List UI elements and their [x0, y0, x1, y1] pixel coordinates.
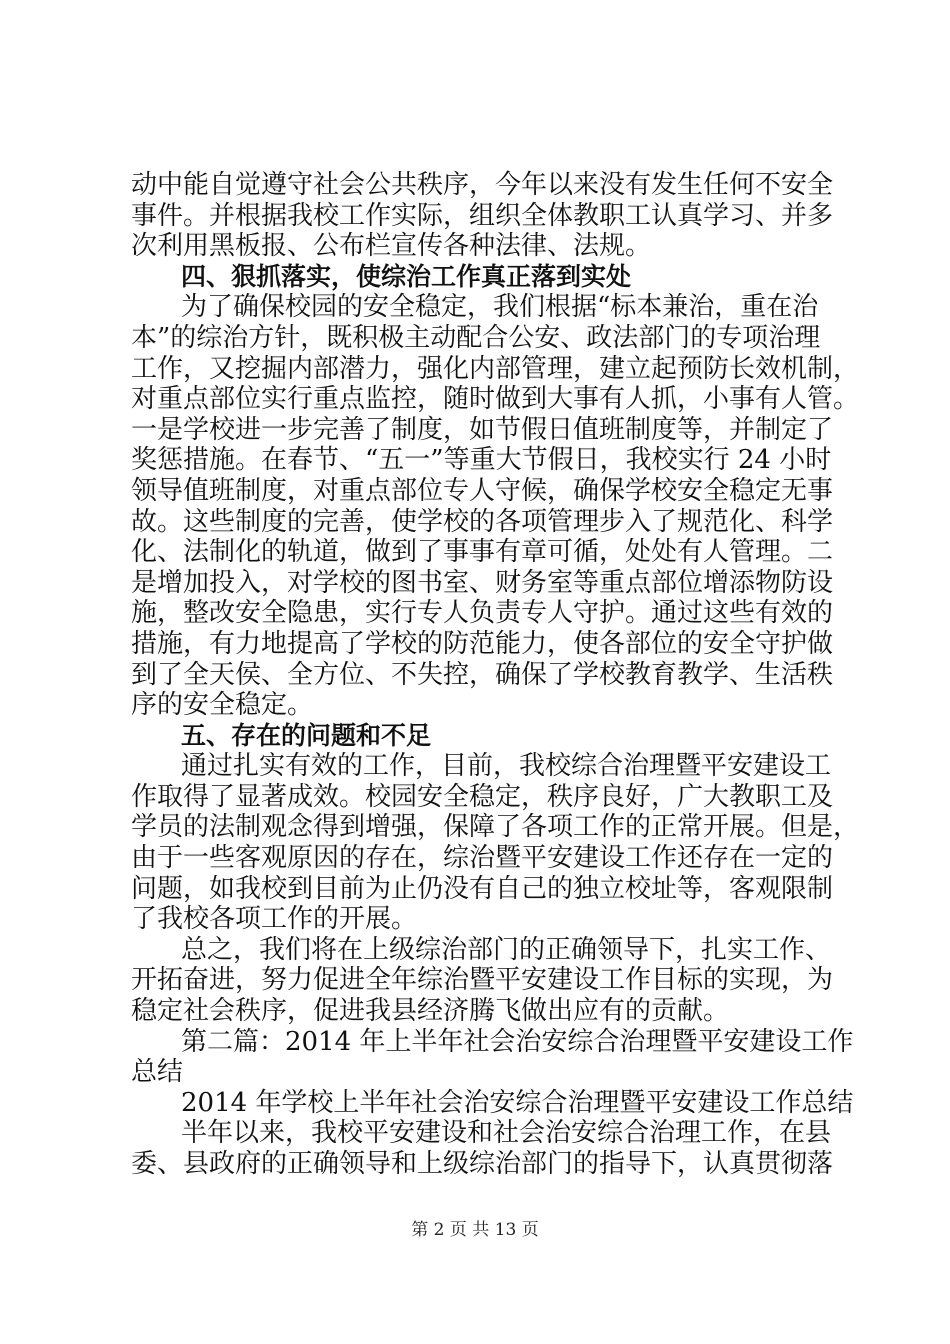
text-line: 次利用黑板报、公布栏宣传各种法律、法规。 [131, 231, 652, 262]
text-line: 对重点部位实行重点监控，随时做到大事有人抓，小事有人管。 [131, 384, 860, 415]
text-line: 总之，我们将在上级综治部门的正确领导下，扎实工作、 [181, 934, 832, 965]
text-line: 第二篇：2014 年上半年社会治安综合治理暨平安建设工作 [181, 1026, 854, 1057]
text-line: 措施，有力地提高了学校的防范能力，使各部位的安全守护做 [131, 628, 834, 659]
text-line: 开拓奋进，努力促进全年综治暨平安建设工作目标的实现，为 [131, 965, 834, 996]
text-line: 了我校各项工作的开展。 [131, 904, 418, 935]
document-body [131, 170, 860, 1180]
text-line: 由于一些客观原因的存在，综治暨平安建设工作还存在一定的 [131, 843, 834, 874]
section-heading: 四、狠抓落实，使综治工作真正落到实处 [181, 261, 632, 291]
text-line: 序的安全稳定。 [131, 690, 314, 721]
text-line: 一是学校进一步完善了制度，如节假日值班制度等，并制定了 [131, 414, 834, 445]
text-line: 总结 [131, 1057, 184, 1088]
text-line: 问题，如我校到目前为止仍没有自己的独立校址等，客观限制 [131, 873, 834, 904]
text-line: 委、县政府的正确领导和上级综治部门的指导下，认真贯彻落 [131, 1149, 834, 1179]
page-footer: 第 2 页 共 13 页 [411, 1220, 539, 1240]
text-line: 化、法制化的轨道，做到了事事有章可循，处处有人管理。二 [131, 537, 834, 568]
text-line: 施，整改安全隐患，实行专人负责专人守护。通过这些有效的 [131, 598, 834, 629]
text-line: 为了确保校园的安全稳定，我们根据“标本兼治，重在治 [181, 292, 819, 323]
text-line: 是增加投入，对学校的图书室、财务室等重点部位增添物防设 [131, 567, 834, 598]
text-line: 到了全天侯、全方位、不失控，确保了学校教育教学、生活秩 [131, 659, 834, 690]
section-heading: 五、存在的问题和不足 [181, 720, 432, 750]
text-line: 奖惩措施。在春节、“五一”等重大节假日，我校实行 24 小时 [131, 445, 832, 476]
text-line: 稳定社会秩序，促进我县经济腾飞做出应有的贡献。 [131, 996, 730, 1027]
text-line: 半年以来，我校平安建设和社会治安综合治理工作，在县 [181, 1118, 832, 1149]
text-line: 通过扎实有效的工作，目前，我校综合治理暨平安建设工 [181, 751, 832, 782]
text-line: 学员的法制观念得到增强，保障了各项工作的正常开展。但是， [131, 812, 860, 843]
text-line: 作取得了显著成效。校园安全稳定，秩序良好，广大教职工及 [131, 781, 834, 812]
text-line: 2014 年学校上半年社会治安综合治理暨平安建设工作总结 [181, 1087, 854, 1118]
text-line: 事件。并根据我校工作实际，组织全体教职工认真学习、并多 [131, 200, 834, 231]
text-line: 工作，又挖掘内部潜力，强化内部管理，建立起预防长效机制， [131, 353, 860, 384]
text-line: 动中能自觉遵守社会公共秩序，今年以来没有发生任何不安全 [131, 170, 834, 200]
text-line: 本”的综治方针，既积极主动配合公安、政法部门的专项治理 [131, 322, 821, 353]
text-line: 故。这些制度的完善，使学校的各项管理步入了规范化、科学 [131, 506, 834, 537]
text-line: 领导值班制度，对重点部位专人守候，确保学校安全稳定无事 [131, 475, 834, 506]
